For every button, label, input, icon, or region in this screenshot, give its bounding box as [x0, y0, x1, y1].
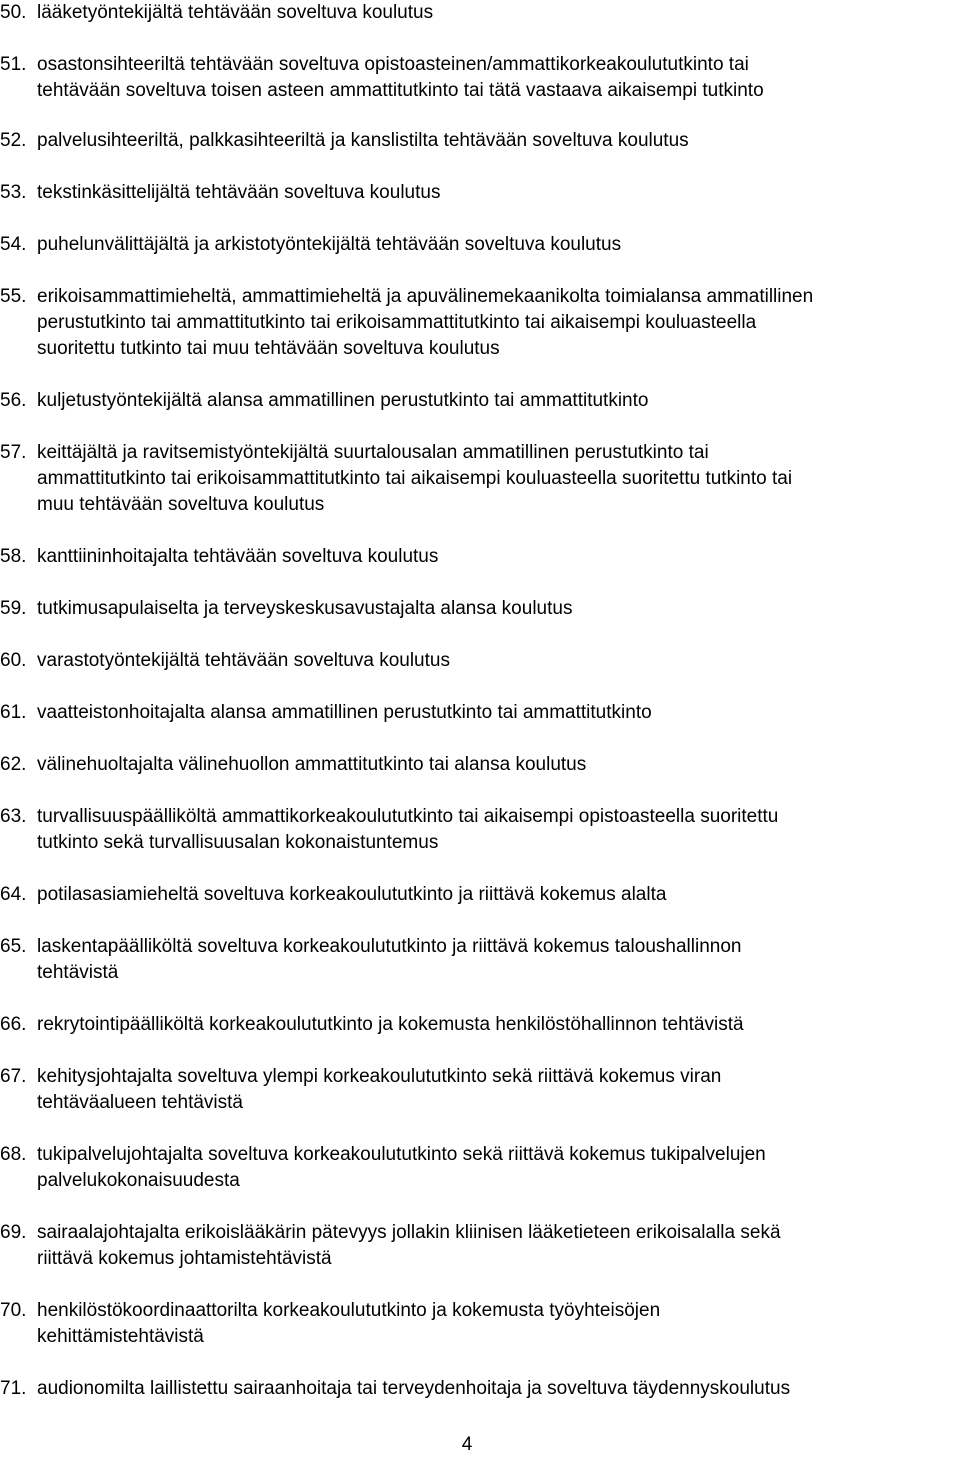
- item-text-line: varastotyöntekijältä tehtävään soveltuva koulutus: [37, 650, 450, 671]
- list-item: [0, 0, 960, 26]
- list-item: [0, 440, 960, 518]
- list-item: [0, 128, 960, 154]
- list-item: [0, 1298, 960, 1350]
- item-number: 58.: [0, 546, 27, 567]
- item-number: 52.: [0, 130, 27, 151]
- item-text-line: palvelusihteeriltä, palkkasihteeriltä ja kanslistilta tehtävään soveltuva koulutus: [37, 130, 689, 151]
- item-text-line: turvallisuuspäälliköltä ammattikorkeakoulututkinto tai aikaisempi opistoasteella suoritettu: [37, 806, 779, 827]
- item-number: 65.: [0, 936, 27, 957]
- item-text-line: tehtäväalueen tehtävistä: [37, 1092, 243, 1113]
- list-item: [0, 388, 960, 414]
- list-item: [0, 1142, 960, 1194]
- item-text-line: keittäjältä ja ravitsemistyöntekijältä suurtalousalan ammatillinen perustutkinto tai: [37, 442, 709, 463]
- item-text-line: tekstinkäsittelijältä tehtävään soveltuva koulutus: [37, 182, 441, 203]
- list-item: [0, 232, 960, 258]
- list-item: [0, 700, 960, 726]
- item-number: 60.: [0, 650, 27, 671]
- item-text-line: kehitysjohtajalta soveltuva ylempi korkeakoulututkinto sekä riittävä kokemus viran: [37, 1066, 722, 1087]
- item-number: 66.: [0, 1014, 27, 1035]
- item-text-line: tehtävistä: [37, 962, 119, 983]
- item-number: 69.: [0, 1222, 27, 1243]
- item-text-line: tukipalvelujohtajalta soveltuva korkeakoulututkinto sekä riittävä kokemus tukipalvelujen: [37, 1144, 766, 1165]
- item-number: 70.: [0, 1300, 27, 1321]
- page-number: 4: [461, 1434, 473, 1455]
- item-number: 64.: [0, 884, 27, 905]
- item-number: 50.: [0, 2, 27, 23]
- item-number: 53.: [0, 182, 27, 203]
- item-text: [37, 1142, 960, 1194]
- list-item: [0, 1064, 960, 1116]
- item-text-line: puhelunvälittäjältä ja arkistotyöntekijältä tehtävään soveltuva koulutus: [37, 234, 622, 255]
- item-text: [37, 1220, 960, 1272]
- item-text: [37, 232, 960, 258]
- item-number: 67.: [0, 1066, 27, 1087]
- item-text-line: riittävä kokemus johtamistehtävistä: [37, 1248, 332, 1269]
- list-item: [0, 882, 960, 908]
- item-text-line: potilasasiamieheltä soveltuva korkeakoulututkinto ja riittävä kokemus alalta: [37, 884, 667, 905]
- item-number: 71.: [0, 1378, 27, 1399]
- item-text-line: välinehuoltajalta välinehuollon ammattitutkinto tai alansa koulutus: [37, 754, 587, 775]
- item-text-line: vaatteistonhoitajalta alansa ammatillinen perustutkinto tai ammattitutkinto: [37, 702, 652, 723]
- item-text: [37, 882, 960, 908]
- item-text-line: tehtävään soveltuva toisen asteen ammattitutkinto tai tätä vastaava aikaisempi tutkinto: [37, 80, 764, 101]
- item-text: [37, 700, 960, 726]
- list-item: [0, 752, 960, 778]
- item-text-line: kanttiininhoitajalta tehtävään soveltuva koulutus: [37, 546, 439, 567]
- item-number: 54.: [0, 234, 27, 255]
- item-number: 62.: [0, 754, 27, 775]
- list-item: [0, 284, 960, 362]
- item-number: 56.: [0, 390, 27, 411]
- item-text: [37, 1376, 960, 1402]
- item-text-line: osastonsihteeriltä tehtävään soveltuva opistoasteinen/ammattikorkeakoulututkinto tai: [37, 54, 749, 75]
- item-number: 63.: [0, 806, 27, 827]
- item-text-line: kehittämistehtävistä: [37, 1326, 204, 1347]
- item-text-line: rekrytointipäälliköltä korkeakoulututkinto ja kokemusta henkilöstöhallinnon tehtävistä: [37, 1014, 744, 1035]
- item-text: [37, 934, 960, 986]
- item-text-line: perustutkinto tai ammattitutkinto tai erikoisammattitutkinto tai aikaisempi kouluasteella: [37, 312, 757, 333]
- item-text-line: henkilöstökoordinaattorilta korkeakoulututkinto ja kokemusta työyhteisöjen: [37, 1300, 661, 1321]
- item-text-line: sairaalajohtajalta erikoislääkärin pätevyys jollakin kliinisen lääketieteen erikoisalalla sekä: [37, 1222, 781, 1243]
- item-text: [37, 0, 960, 26]
- list-item: [0, 180, 960, 206]
- item-text: [37, 596, 960, 622]
- item-text: [37, 388, 960, 414]
- item-number: 59.: [0, 598, 27, 619]
- item-text-line: palvelukokonaisuudesta: [37, 1170, 240, 1191]
- list-item: [0, 544, 960, 570]
- item-number: 68.: [0, 1144, 27, 1165]
- item-text: [37, 1298, 960, 1350]
- list-item: [0, 1012, 960, 1038]
- item-number: 55.: [0, 286, 27, 307]
- item-text: [37, 128, 960, 154]
- item-text: [37, 52, 960, 104]
- item-text-line: kuljetustyöntekijältä alansa ammatillinen perustutkinto tai ammattitutkinto: [37, 390, 649, 411]
- item-text: [37, 284, 960, 362]
- list-item: [0, 1376, 960, 1402]
- list-item: [0, 804, 960, 856]
- list-item: [0, 596, 960, 622]
- item-text: [37, 752, 960, 778]
- item-number: 61.: [0, 702, 27, 723]
- item-text: [37, 440, 960, 518]
- item-text: [37, 1064, 960, 1116]
- list-item: [0, 934, 960, 986]
- item-text: [37, 648, 960, 674]
- item-text-line: laskentapäälliköltä soveltuva korkeakoulututkinto ja riittävä kokemus taloushallinnon: [37, 936, 742, 957]
- item-text-line: suoritettu tutkinto tai muu tehtävään soveltuva koulutus: [37, 338, 500, 359]
- item-text-line: erikoisammattimieheltä, ammattimieheltä ja apuvälinemekaanikolta toimialansa ammatillinen: [37, 286, 814, 307]
- item-text: [37, 544, 960, 570]
- item-text-line: muu tehtävään soveltuva koulutus: [37, 494, 325, 515]
- list-item: [0, 52, 960, 104]
- item-number: 51.: [0, 54, 27, 75]
- list-item: [0, 1220, 960, 1272]
- item-text-line: ammattitutkinto tai erikoisammattitutkinto tai aikaisempi kouluasteella suoritettu tutkinto tai: [37, 468, 793, 489]
- item-text-line: tutkinto sekä turvallisuusalan kokonaistuntemus: [37, 832, 439, 853]
- item-text: [37, 804, 960, 856]
- item-text-line: lääketyöntekijältä tehtävään soveltuva koulutus: [37, 2, 434, 23]
- item-text-line: tutkimusapulaiselta ja terveyskeskusavustajalta alansa koulutus: [37, 598, 573, 619]
- item-text: [37, 1012, 960, 1038]
- item-number: 57.: [0, 442, 27, 463]
- item-text-line: audionomilta laillistettu sairaanhoitaja tai terveydenhoitaja ja soveltuva täydennyskoulutus: [37, 1378, 791, 1399]
- list-item: [0, 648, 960, 674]
- item-text: [37, 180, 960, 206]
